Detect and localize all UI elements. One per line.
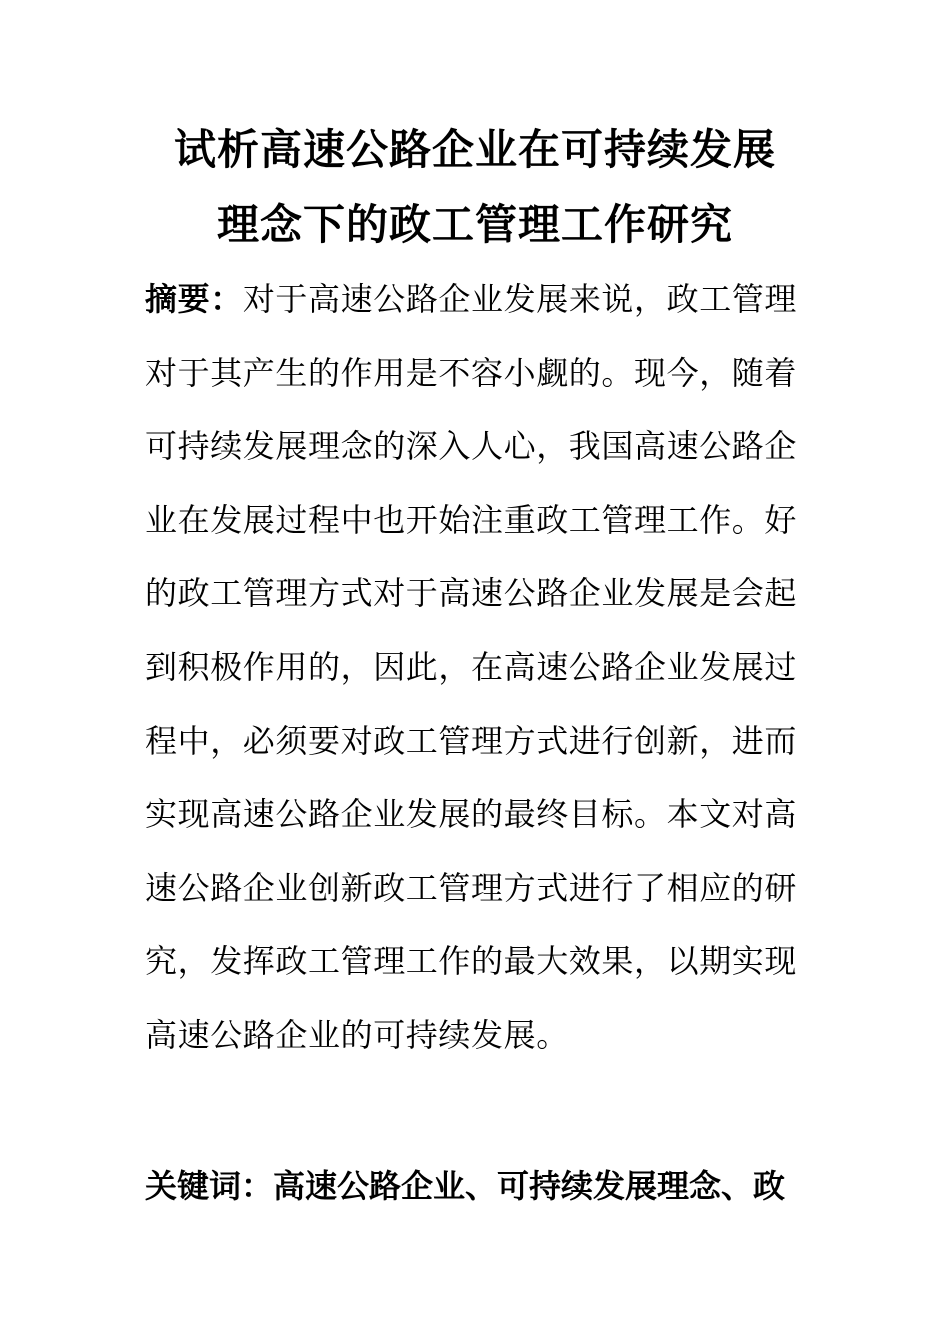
keywords-label: 关键词： [145,1167,274,1205]
keywords-line [145,1150,815,1224]
keywords-text: 高速公路企业、可持续发展理念、政 [273,1167,786,1205]
document-title-line-2: 理念下的政工管理工作研究 [216,200,733,249]
document-title-line-1: 试析高速公路企业在可持续发展 [173,125,776,174]
abstract-paragraph [145,263,810,1073]
abstract-text: 对于高速公路企业发展来说，政工管理对于其产生的作用是不容小觑的。现今，随着可持续发展理念的深入人心，我国高速公路企业在发展过程中也开始注重政工管理工作。好的政工管理方式对于高速公路企业发展是会起到积极作用的，因此，在高速公路企业发展过程中，必须要对政工管理方式进行创新，进而实现高速公路企业发展的最终目标。本文对高速公路企业创新政工管理方式进行了相应的研究，发挥政工管理工作的最大效果，以期实现高速公路企业的可持续发展。 [145,280,798,1054]
abstract-label: 摘要： [145,280,243,318]
